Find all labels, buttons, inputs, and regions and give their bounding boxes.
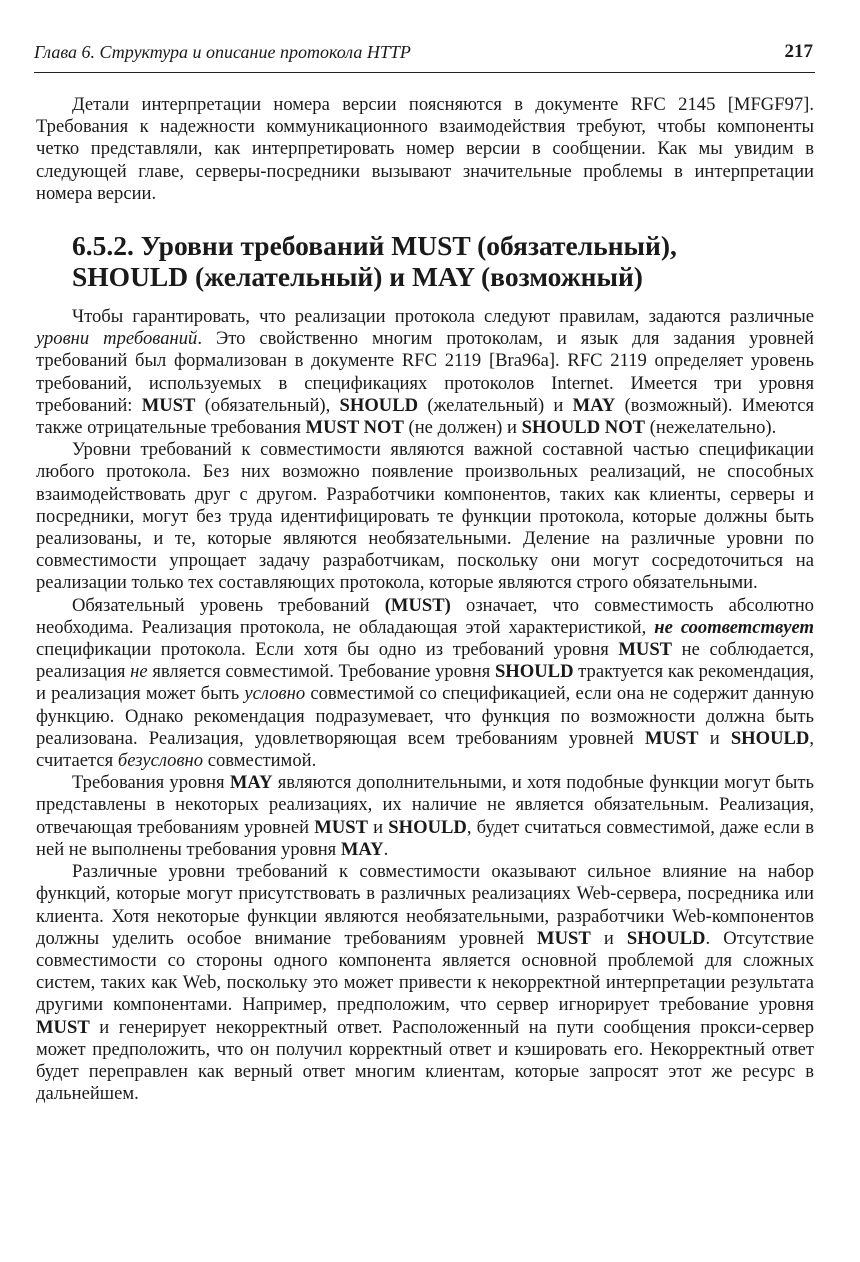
text-run: и: [368, 816, 389, 838]
keyword-must: MUST: [537, 927, 591, 949]
text-run: Чтобы гарантировать, что реализации протокола следуют правилам, задаются различные: [72, 306, 814, 328]
text-run: совместимой со спецификацией, если она не содержит данную функцию. Однако рекомендация подразумевает, что функция по возможности должна быть реализована. Реализация, удовлетворяющая всем требованиям уровней: [36, 683, 814, 749]
emphasis: безусловно: [117, 750, 204, 772]
text-run: означает, что совместимость абсолютно необходима. Реализация протокола, не обладающая этой характеристикой,: [36, 594, 814, 638]
keyword-must: MUST: [36, 1016, 90, 1038]
text-run: трактуется как рекомендация, и реализация может быть: [36, 661, 814, 705]
keyword-should: SHOULD: [730, 727, 810, 749]
section-heading: [72, 230, 814, 292]
keyword-must-not: MUST NOT: [305, 417, 404, 439]
text-run: не соблюдается, реализация: [36, 639, 815, 683]
text-run: . Это свойственно многим протоколам, и язык для задания уровней требований был формализован в документе RFC 2119 [Bra96a]. RFC 2119 определяет уровень требований, используемых в спецификациях протоколов Internet. Имеется три уровня требований:: [36, 328, 814, 416]
text-run: , будет считаться совместимой, даже если в ней не выполнены требования уровня: [36, 816, 814, 860]
page-number: 217: [784, 41, 813, 62]
text-run: (желательный) и: [418, 394, 573, 416]
emphasis: не соответствует: [654, 616, 814, 638]
keyword-should: SHOULD: [339, 394, 419, 416]
page-body: [36, 94, 814, 1105]
section-heading-line2: SHOULD (желательный) и MAY (возможный): [72, 261, 643, 293]
text-run: спецификации протокола. Если хотя бы одно из требований уровня: [36, 639, 619, 661]
text-run: Различные уровни требований к совместимости оказывают сильное влияние на набор функций, которые могут присутствовать в различных реализациях Web-сервера, посредника или клиента. Хотя некоторые функции являются необязательными, разработчики Web-компонентов должны уделить особое внимание требованиям уровней: [36, 861, 814, 949]
text-run: является совместимой. Требование уровня: [147, 661, 495, 683]
keyword-should-not: SHOULD NOT: [521, 417, 646, 439]
text-run: и генерирует некорректный ответ. Расположенный на пути сообщения прокси-сервер может предположить, что он получил корректный ответ и кэшировать его. Некорректный ответ будет переправлен как верный ответ многим клиентам, которые запросят этот же ресурс в дальнейшем.: [36, 1016, 814, 1105]
text-run: Обязательный уровень требований: [72, 594, 385, 616]
chapter-title: Глава 6. Структура и описание протокола HTTP: [34, 42, 411, 62]
keyword-may: MAY: [572, 394, 616, 416]
text-run: (возможный). Имеются также отрицательные требования: [36, 394, 815, 439]
keyword-may: MAY: [229, 772, 273, 794]
paragraph-importance: Уровни требований к совместимости являются важной составной частью спецификации любого протокола. Без них возможно появление произвольных реализаций, не способных взаимодействовать друг с другом. Разработчики компонентов, таких как клиенты, серверы и посредники, могут без труда идентифицировать те функции протокола, которые должны быть реализованы, и те, которые являются необязательными. Деление на различные уровни по совместимости упрощает задачу разработчикам, поскольку они могут сосредоточиться на реализации только тех составляющих протокола, которые являются строго обязательными.: [36, 439, 814, 594]
text-run: (нежелательно).: [645, 417, 777, 439]
keyword-must: MUST: [314, 816, 368, 838]
paragraph-influence: [36, 861, 814, 1105]
emphasis: условно: [244, 683, 306, 705]
paragraph-requirement-levels: [36, 306, 814, 439]
paragraph-must-level: [36, 595, 814, 773]
text-run: и: [698, 727, 731, 749]
text-run: и: [590, 927, 627, 949]
text-run: . Отсутствие совместимости со стороны одного компонента является основной проблемой для сложных систем, таких как Web, поскольку это может привести к некорректной интерпретации результата другими компонентами. Например, предположим, что сервер игнорирует требование уровня: [36, 927, 814, 1016]
text-run: (не должен) и: [403, 417, 522, 439]
text-run: Требования уровня: [72, 772, 230, 794]
intro-paragraph: Детали интерпретации номера версии поясняются в документе RFC 2145 [MFGF97]. Требования к надежности коммуникационного взаимодействия требуют, чтобы компоненты четко представляли, как интерпретировать номер версии в сообщении. Как мы увидим в следующей главе, серверы-посредники вызывают значительные проблемы в интерпретации номера версии.: [36, 94, 814, 204]
text-run: совместимой.: [203, 750, 317, 772]
running-header: [34, 38, 815, 73]
keyword-must: (MUST): [384, 594, 451, 616]
keyword-should: SHOULD: [626, 927, 706, 949]
keyword-should: SHOULD: [494, 661, 574, 683]
text-run: .: [383, 838, 389, 860]
text-run: (обязательный),: [195, 394, 340, 416]
keyword-must: MUST: [618, 639, 673, 661]
keyword-must: MUST: [141, 394, 196, 416]
keyword-must: MUST: [644, 727, 699, 749]
emphasis: уровни требований: [36, 328, 198, 350]
emphasis: не: [130, 661, 148, 683]
paragraph-may-level: [36, 772, 814, 861]
keyword-may: MAY: [340, 838, 384, 860]
text-run: являются дополнительными, и хотя подобные функции могут быть представлены в некоторых реализациях, их наличие не является обязательным. Реализация, отвечающая требованиям уровней: [36, 772, 814, 838]
text-run: , считается: [36, 727, 814, 772]
keyword-should: SHOULD: [388, 816, 467, 838]
section-heading-line1: 6.5.2. Уровни требований MUST (обязательный),: [72, 230, 677, 262]
